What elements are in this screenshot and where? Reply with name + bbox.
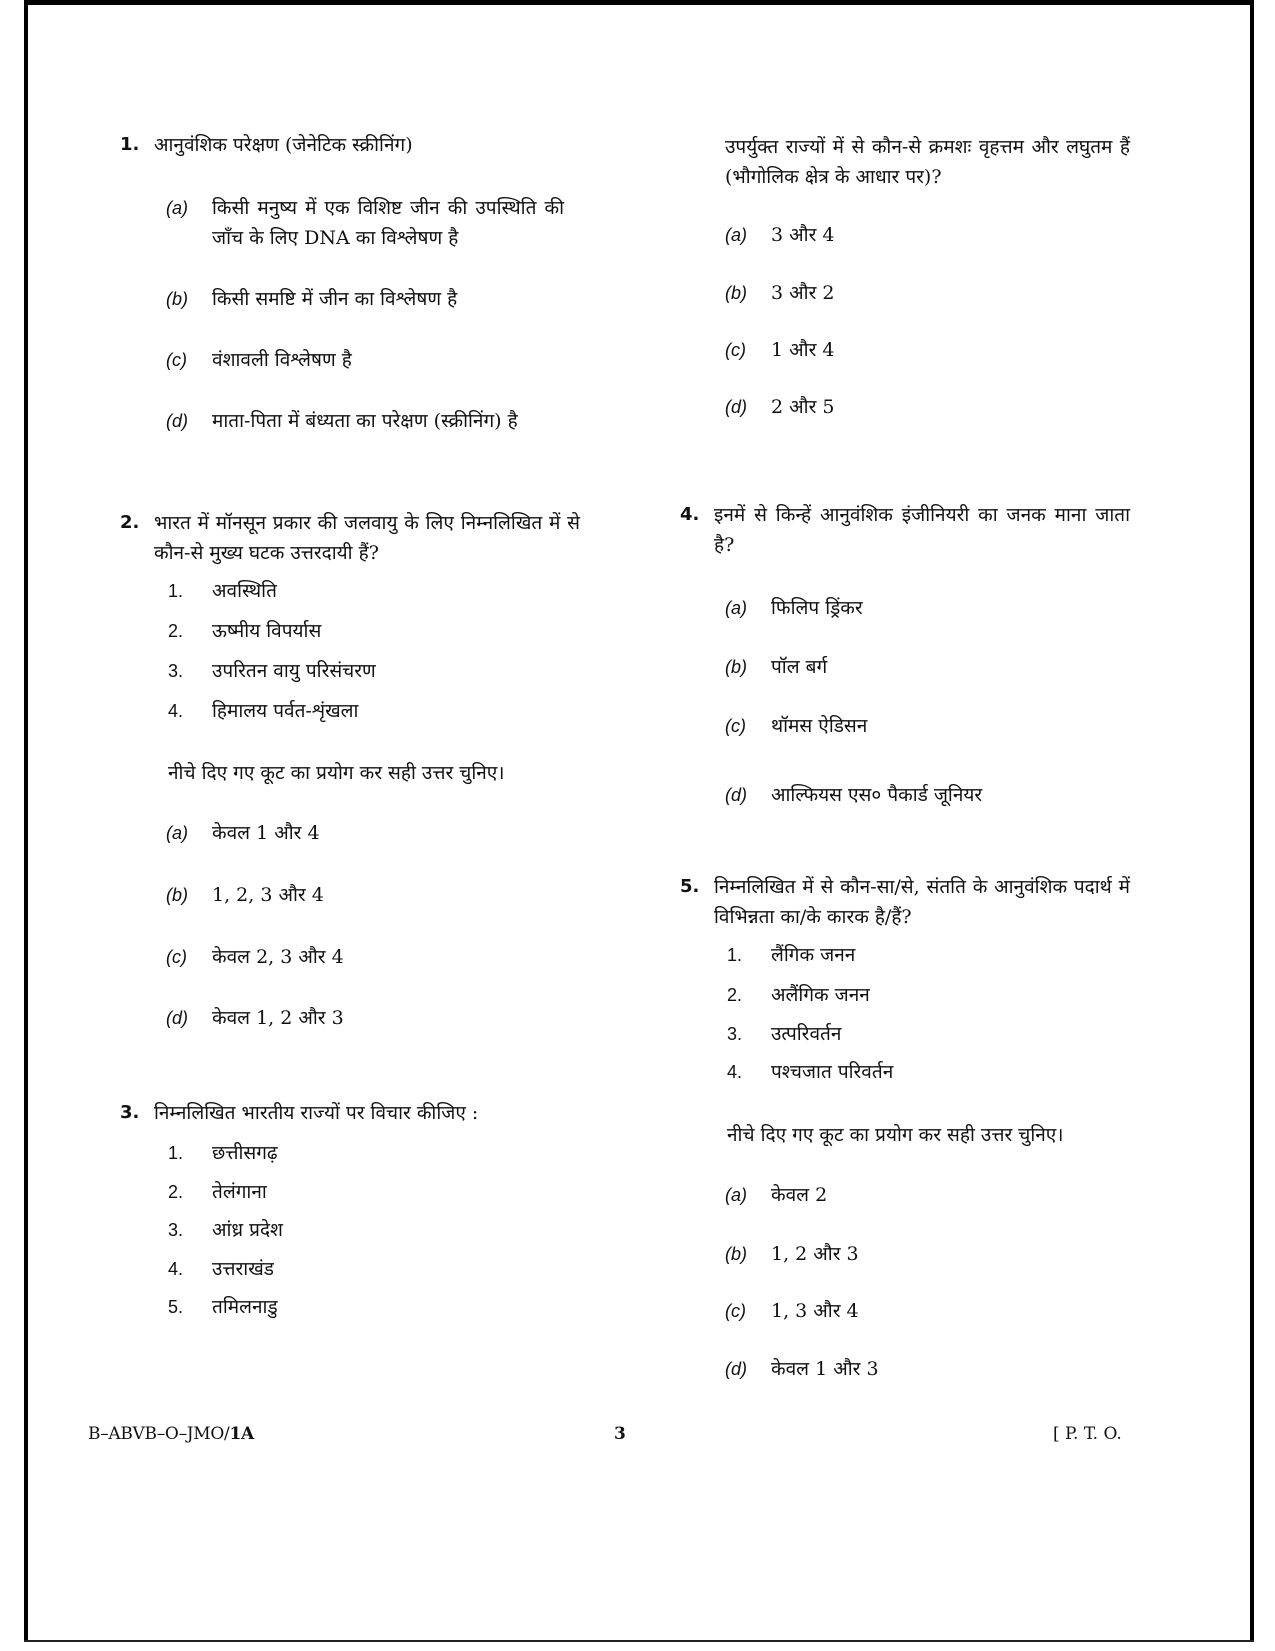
q3-option-c — [725, 335, 834, 365]
question-number: 2. — [120, 512, 140, 533]
option-label: (c) — [166, 350, 187, 370]
option-label: (d) — [166, 411, 188, 431]
q4-option-a — [725, 593, 863, 623]
option-label: (a) — [725, 1185, 747, 1205]
option-text: केवल 1, 2 और 3 — [212, 1007, 344, 1029]
option-text: 2 और 5 — [771, 396, 835, 418]
option-text: किसी मनुष्य में एक विशिष्ट जीन की उपस्थिति की जाँच के लिए DNA का विश्लेषण है — [212, 197, 564, 249]
option-text: माता-पिता में बंध्यता का परेक्षण (स्क्रीनिंग) है — [212, 410, 518, 432]
q3-option-b — [725, 278, 834, 308]
q2-instruction: नीचे दिए गए कूट का प्रयोग कर सही उत्तर चुनिए। — [168, 762, 505, 784]
option-label: (b) — [166, 289, 188, 309]
item-text: हिमालय पर्वत-शृंखला — [212, 700, 359, 722]
item-number: 4. — [727, 1062, 743, 1082]
question-2 — [120, 508, 580, 568]
option-label: (b) — [725, 1244, 747, 1264]
q1-option-c — [166, 345, 352, 375]
q5-item-1 — [727, 942, 855, 968]
booklet-code-prefix: B–ABVB–O–JMO/ — [88, 1424, 230, 1444]
option-label: (a) — [166, 823, 188, 843]
scan-border-bottom — [24, 1640, 1254, 1642]
item-text: तेलंगाना — [212, 1181, 267, 1203]
option-label: (a) — [725, 225, 747, 245]
q4-option-d — [725, 780, 982, 810]
option-label: (a) — [725, 598, 747, 618]
option-label: (b) — [725, 283, 747, 303]
option-text: किसी समष्टि में जीन का विश्लेषण है — [212, 288, 458, 310]
q2-option-a — [166, 818, 320, 848]
item-number: 1. — [168, 1143, 184, 1163]
page-number: 3 — [614, 1424, 626, 1444]
scan-border-right — [1250, 0, 1254, 1642]
item-text: छत्तीसगढ़ — [212, 1142, 278, 1164]
question-number: 3. — [120, 1102, 140, 1123]
question-number: 4. — [680, 504, 700, 525]
item-number: 1. — [168, 581, 184, 601]
item-text: लैंगिक जनन — [771, 944, 856, 966]
item-number: 4. — [168, 1259, 184, 1279]
q5-option-c — [725, 1296, 859, 1326]
question-number: 1. — [120, 134, 140, 155]
item-number: 3. — [168, 1220, 184, 1240]
booklet-code-suffix: 1A — [229, 1424, 254, 1444]
q2-item-1 — [168, 578, 277, 604]
option-text: केवल 2, 3 और 4 — [212, 946, 344, 968]
option-text: केवल 2 — [771, 1184, 828, 1206]
q5-option-d — [725, 1354, 879, 1384]
option-label: (c) — [725, 340, 746, 360]
q3-option-a — [725, 220, 834, 250]
option-text: 1 और 4 — [771, 339, 835, 361]
question-number: 5. — [680, 876, 700, 897]
question-3-continuation: उपर्युक्त राज्यों में से कौन-से क्रमशः वृहत्तम और लघुतम हैं (भौगोलिक क्षेत्र के आधार पर)? — [725, 136, 1130, 188]
option-label: (a) — [166, 198, 188, 218]
item-number: 2. — [727, 985, 743, 1005]
item-text: ऊष्मीय विपर्यास — [212, 620, 322, 642]
q3-item-3 — [168, 1217, 283, 1243]
option-text: वंशावली विश्लेषण है — [212, 349, 352, 371]
q5-item-2 — [727, 982, 870, 1008]
option-text: पॉल बर्ग — [771, 656, 828, 678]
question-text: इनमें से किन्हें आनुवंशिक इंजीनियरी का जनक माना जाता है? — [714, 504, 1130, 556]
item-text: तमिलनाडु — [212, 1296, 278, 1318]
booklet-code — [88, 1424, 254, 1444]
option-text: आल्फियस एस० पैकार्ड जूनियर — [771, 784, 983, 806]
option-text: थॉमस ऐडिसन — [771, 715, 868, 737]
option-text: 1, 2 और 3 — [771, 1243, 859, 1265]
q3-item-1 — [168, 1140, 278, 1166]
scan-border-left — [24, 0, 28, 1642]
option-text: केवल 1 और 3 — [771, 1358, 879, 1380]
item-text: आंध्र प्रदेश — [212, 1219, 283, 1241]
item-text: उत्परिवर्तन — [771, 1023, 842, 1045]
item-number: 5. — [168, 1297, 184, 1317]
q1-option-b — [166, 284, 457, 314]
option-label: (d) — [725, 397, 747, 417]
q5-option-b — [725, 1239, 859, 1269]
option-text: 1, 3 और 4 — [771, 1300, 859, 1322]
q5-item-4 — [727, 1059, 893, 1085]
question-text: निम्नलिखित भारतीय राज्यों पर विचार कीजिए : — [154, 1102, 479, 1124]
item-text: उपरितन वायु परिसंचरण — [212, 660, 376, 682]
question-text: आनुवंशिक परेक्षण (जेनेटिक स्क्रीनिंग) — [154, 134, 413, 156]
q2-option-d — [166, 1003, 344, 1033]
item-number: 1. — [727, 945, 743, 965]
q3-item-5 — [168, 1294, 278, 1320]
question-5 — [680, 872, 1130, 932]
option-label: (d) — [166, 1008, 188, 1028]
option-text: फिलिप ड्रिंकर — [771, 597, 863, 619]
q2-item-3 — [168, 658, 376, 684]
option-text: केवल 1 और 4 — [212, 822, 320, 844]
q2-option-c — [166, 942, 344, 972]
option-label: (b) — [166, 885, 188, 905]
question-text: भारत में मॉनसून प्रकार की जलवायु के लिए निम्नलिखित में से कौन-से मुख्य घटक उत्तरदायी हैं? — [154, 512, 580, 564]
question-1 — [120, 130, 580, 160]
item-number: 4. — [168, 701, 184, 721]
q3-option-d — [725, 392, 834, 422]
q5-option-a — [725, 1180, 827, 1210]
item-number: 3. — [168, 661, 184, 681]
q2-item-2 — [168, 618, 321, 644]
item-text: अलैंगिक जनन — [771, 984, 870, 1006]
option-text: 3 और 4 — [771, 224, 835, 246]
option-text: 1, 2, 3 और 4 — [212, 884, 324, 906]
option-label: (b) — [725, 657, 747, 677]
option-label: (d) — [725, 1359, 747, 1379]
q1-option-d — [166, 406, 518, 436]
q4-option-c — [725, 711, 867, 741]
item-text: उत्तराखंड — [212, 1258, 274, 1280]
question-3 — [120, 1098, 580, 1128]
scan-border-top — [24, 0, 1254, 5]
option-label: (c) — [725, 716, 746, 736]
question-4 — [680, 500, 1130, 560]
q4-option-b — [725, 652, 827, 682]
question-text: निम्नलिखित में से कौन-सा/से, संतति के आनुवंशिक पदार्थ में विभिन्नता का/के कारक है/हैं? — [714, 876, 1130, 928]
option-text: 3 और 2 — [771, 282, 835, 304]
item-text: पश्चजात परिवर्तन — [771, 1061, 894, 1083]
please-turn-over: [ P. T. O. — [1053, 1424, 1122, 1444]
q3-item-2 — [168, 1179, 267, 1205]
option-label: (c) — [725, 1301, 746, 1321]
q2-option-b — [166, 880, 324, 910]
q5-instruction: नीचे दिए गए कूट का प्रयोग कर सही उत्तर चुनिए। — [727, 1124, 1064, 1146]
item-number: 2. — [168, 621, 184, 641]
item-number: 3. — [727, 1024, 743, 1044]
item-text: अवस्थिति — [212, 580, 277, 602]
q2-item-4 — [168, 698, 358, 724]
item-number: 2. — [168, 1182, 184, 1202]
q5-item-3 — [727, 1021, 841, 1047]
option-label: (d) — [725, 785, 747, 805]
q1-option-a — [166, 193, 566, 253]
option-label: (c) — [166, 947, 187, 967]
q3-item-4 — [168, 1256, 274, 1282]
